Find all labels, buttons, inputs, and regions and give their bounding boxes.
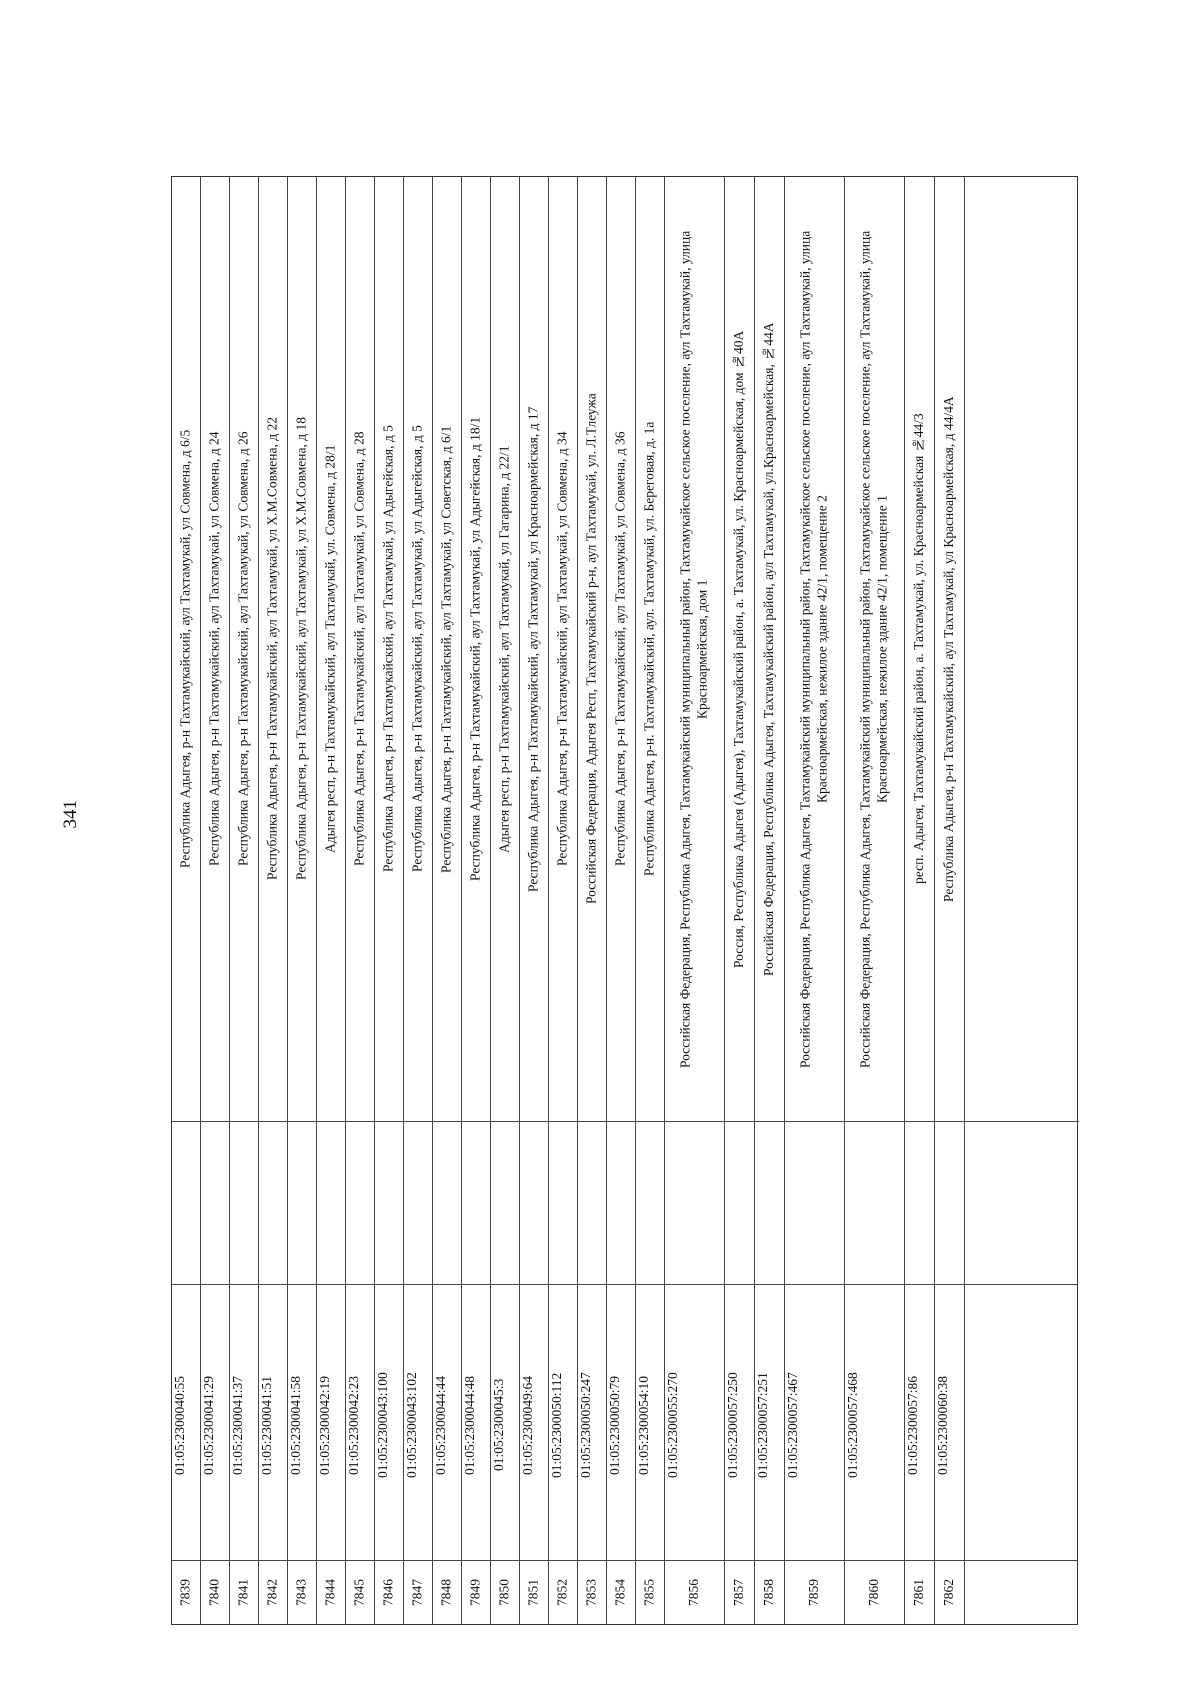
column-divider [172,1284,1077,1285]
cadastral-number-cell [520,1284,548,1560]
row-number-cell: 7850 [496,1579,512,1607]
cadastral-number-cell [317,1284,345,1560]
empty-cell [549,1121,577,1284]
column-divider [172,1121,1079,1122]
row-number-cell: 7844 [322,1579,338,1607]
address-cell: Россия, Республика Адыгея (Адыгея), Тахтамукайский район, а. Тахтамукай, ул. Красноармейская, дом №40А [731,330,747,968]
table-row [172,177,201,1624]
cadastral-number: 01:05:2300044:48 [462,1375,477,1475]
empty-cell [491,1121,519,1284]
address-cell: Республика Адыгея, р-н Тахтамукайский, аул Тахтамукай, ул Совмена, д 24 [206,431,222,867]
cadastral-number-cell [404,1284,432,1560]
table-row [665,177,725,1624]
empty-cell [755,1121,784,1284]
empty-cell [259,1121,287,1284]
cadastral-number-cell [491,1284,519,1560]
table-row [607,177,636,1624]
table-row [578,177,607,1624]
empty-cell [905,1121,934,1284]
cadastral-number: 01:05:2300041:51 [259,1375,274,1475]
table-row [636,177,665,1624]
table-row [230,177,259,1624]
cadastral-number: 01:05:2300050:112 [549,1372,564,1478]
empty-cell [935,1121,964,1284]
cadastral-number-cell [230,1284,258,1560]
cadastral-number: 01:05:2300041:29 [201,1375,216,1475]
cadastral-number-cell [755,1284,784,1560]
empty-cell [201,1121,229,1284]
page-number: 341 [60,800,81,829]
cadastral-number-cell [549,1284,577,1560]
cadastral-number: 01:05:2300060:38 [935,1375,950,1475]
cadastral-number-cell [665,1284,724,1560]
table-row [462,177,491,1624]
table-row [288,177,317,1624]
cadastral-number: 01:05:2300041:58 [288,1375,303,1475]
cadastral-number: 01:05:2300055:270 [665,1372,680,1478]
table-row [755,177,785,1624]
row-number-cell: 7855 [641,1579,657,1607]
address-cell: Российская Федерация, Адыгея Респ, Тахтамукайский р-н, аул Тахтамукай, ул. Л.Тлеужа [583,393,599,905]
cadastral-number: 01:05:2300040:55 [172,1375,187,1475]
address-cell: Адыгея респ, р-н Тахтамукайский, аул Тахтамукай, ул. Совмена, д 28/1 [322,444,338,854]
table-row [935,177,965,1624]
cadastral-number-cell [433,1284,461,1560]
table-row [433,177,462,1624]
row-number-cell: 7848 [438,1579,454,1607]
address-cell: Республика Адыгея, р-н Тахтамукайский, аул Тахтамукай, ул Совмена, д 26 [235,431,251,867]
table-row [491,177,520,1624]
empty-cell [172,1121,200,1284]
cadastral-number-cell [935,1284,964,1560]
row-number-cell: 7854 [612,1579,628,1607]
cadastral-number-cell [462,1284,490,1560]
empty-cell [636,1121,664,1284]
cadastral-number: 01:05:2300057:468 [845,1372,860,1478]
row-number-cell: 7845 [351,1579,367,1607]
row-number-cell: 7859 [806,1579,822,1607]
row-number-cell: 7852 [554,1579,570,1607]
row-number-cell: 7857 [731,1579,747,1607]
empty-cell [317,1121,345,1284]
table-row [375,177,404,1624]
empty-cell [433,1121,461,1284]
table-row [845,177,905,1624]
address-cell: Республика Адыгея, р-н Тахтамукайский, аул Тахтамукай, ул Адыгейская, д 5 [409,425,425,873]
row-number-cell: 7841 [235,1579,251,1607]
empty-cell [288,1121,316,1284]
row-number-cell: 7858 [761,1579,777,1607]
cadastral-number: 01:05:2300045:3 [491,1378,506,1472]
empty-cell [404,1121,432,1284]
row-number-cell: 7846 [380,1579,396,1607]
cadastral-number-cell [288,1284,316,1560]
cadastral-number: 01:05:2300042:19 [317,1375,332,1475]
cadastral-number-cell [375,1284,403,1560]
cadastral-number: 01:05:2300043:102 [404,1372,419,1478]
empty-cell [346,1121,374,1284]
row-number-cell: 7842 [264,1579,280,1607]
cadastral-number: 01:05:2300050:79 [607,1375,622,1475]
address-cell: Республика Адыгея, р-н Тахтамукайский, аул Тахтамукай, ул Совмена, д 36 [612,431,628,867]
cadastral-number-cell [201,1284,229,1560]
cadastral-number-cell [259,1284,287,1560]
empty-cell [785,1121,844,1284]
address-cell: Республика Адыгея, р-н. Тахтамукайский, аул. Тахтамукай, ул. Береговая, д. 1а [641,421,657,877]
table-row [520,177,549,1624]
cadastral-number: 01:05:2300057:86 [905,1375,920,1475]
row-number-cell: 7843 [293,1579,309,1607]
empty-cell [462,1121,490,1284]
empty-cell [375,1121,403,1284]
cadastral-number: 01:05:2300057:251 [755,1372,770,1478]
row-number-cell: 7862 [941,1579,957,1607]
address-cell: Российская Федерация, Республика Адыгея, Тахтамукайский район, аул Тахтамукай, ул.Красноармейская, №44А [761,322,777,976]
cadastral-number-cell [346,1284,374,1560]
cadastral-number: 01:05:2300043:100 [375,1372,390,1478]
empty-cell [725,1121,754,1284]
address-cell: респ. Адыгея, Тахтамукайский район, а. Тахтамукай, ул. Красноармейская №44/3 [911,413,927,885]
cadastral-number-cell [607,1284,635,1560]
row-number-cell: 7840 [206,1579,222,1607]
table-row [259,177,288,1624]
cadastral-number: 01:05:2300057:467 [785,1372,800,1478]
cadastral-number-cell [172,1284,200,1560]
address-cell: Республика Адыгея, р-н Тахтамукайский, аул Тахтамукай, ул Советская, д 6/1 [438,425,454,873]
cadastral-number: 01:05:2300049:64 [520,1375,535,1475]
cadastral-number-cell [905,1284,934,1560]
address-cell: Республика Адыгея, р-н Тахтамукайский, аул Тахтамукай, ул Х.М.Совмена, д 18 [293,417,309,881]
column-divider [172,1560,1077,1561]
table-row [785,177,845,1624]
cadastral-number-cell [785,1284,844,1560]
cadastral-number: 01:05:2300054:10 [636,1375,651,1475]
table-row [549,177,578,1624]
table-row [346,177,375,1624]
empty-cell [230,1121,258,1284]
cadastral-number: 01:05:2300042:23 [346,1375,361,1475]
registry-table [171,176,1078,1625]
row-number-cell: 7856 [686,1579,702,1607]
table-row [725,177,755,1624]
empty-cell [578,1121,606,1284]
address-cell: Республика Адыгея, р-н Тахтамукайский, аул Тахтамукай, ул Х.М.Совмена, д 22 [264,417,280,881]
cadastral-number-cell [636,1284,664,1560]
address-cell: Республика Адыгея, р-н Тахтамукайский, аул Тахтамукай, ул Адыгейская, д 18/1 [467,416,483,882]
cadastral-number: 01:05:2300044:44 [433,1375,448,1475]
cadastral-number-cell [845,1284,904,1560]
address-cell: Республика Адыгея, р-н Тахтамукайский, аул Тахтамукай, ул Совмена, д 28 [351,431,367,867]
cadastral-number: 01:05:2300057:250 [725,1372,740,1478]
address-cell: Республика Адыгея, р-н Тахтамукайский, аул Тахтамукай, ул Совмена, д 34 [554,431,570,867]
cadastral-number-cell [578,1284,606,1560]
address-cell: Российская Федерация, Республика Адыгея, Тахтамукайский муниципальный район, Тахтамукайское сельское поселение, аул Тахтамукай, улица Красноармейская, нежилое здание 42/1, помещение 1 [857,230,890,1068]
address-cell: Республика Адыгея, р-н Тахтамукайский, аул Тахтамукай, ул Красноармейская, д 17 [525,406,541,892]
cadastral-number-cell [725,1284,754,1560]
address-cell: Российская Федерация, Республика Адыгея, Тахтамукайский муниципальный район, Тахтамукайское сельское поселение, аул Тахтамукай, улица Красноармейская, дом 1 [677,230,710,1068]
row-number-cell: 7849 [467,1579,483,1607]
table-row [905,177,935,1624]
address-cell: Российская Федерация, Республика Адыгея, Тахтамукайский муниципальный район, Тахтамукайское сельское поселение, аул Тахтамукай, улица Красноармейская, нежилое здание 42/1, помещение 2 [797,230,830,1068]
address-cell: Республика Адыгея, р-н Тахтамукайский, аул Тахтамукай, ул Адыгейская, д 5 [380,425,396,873]
cadastral-number: 01:05:2300041:37 [230,1375,245,1475]
empty-cell [665,1121,724,1284]
row-number-cell: 7853 [583,1579,599,1607]
empty-cell [845,1121,904,1284]
row-number-cell: 7847 [409,1579,425,1607]
address-cell: Республика Адыгея, р-н Тахтамукайский, аул Тахтамукай, ул Совмена, д 6/5 [177,429,193,869]
row-number-cell: 7861 [911,1579,927,1607]
row-number-cell: 7851 [525,1579,541,1607]
table-row [317,177,346,1624]
table-row [201,177,230,1624]
empty-cell [607,1121,635,1284]
address-cell: Адыгея респ, р-н Тахтамукайский, аул Тахтамукай, ул Гагарина, д 22/1 [496,445,512,853]
row-number-cell: 7839 [177,1579,193,1607]
empty-cell [520,1121,548,1284]
row-number-cell: 7860 [866,1579,882,1607]
table-row [404,177,433,1624]
address-cell: Республика Адыгея, р-н Тахтамукайский, аул Тахтамукай, ул Красноармейская, д 44/4А [941,396,957,902]
cadastral-number: 01:05:2300050:247 [578,1372,593,1478]
